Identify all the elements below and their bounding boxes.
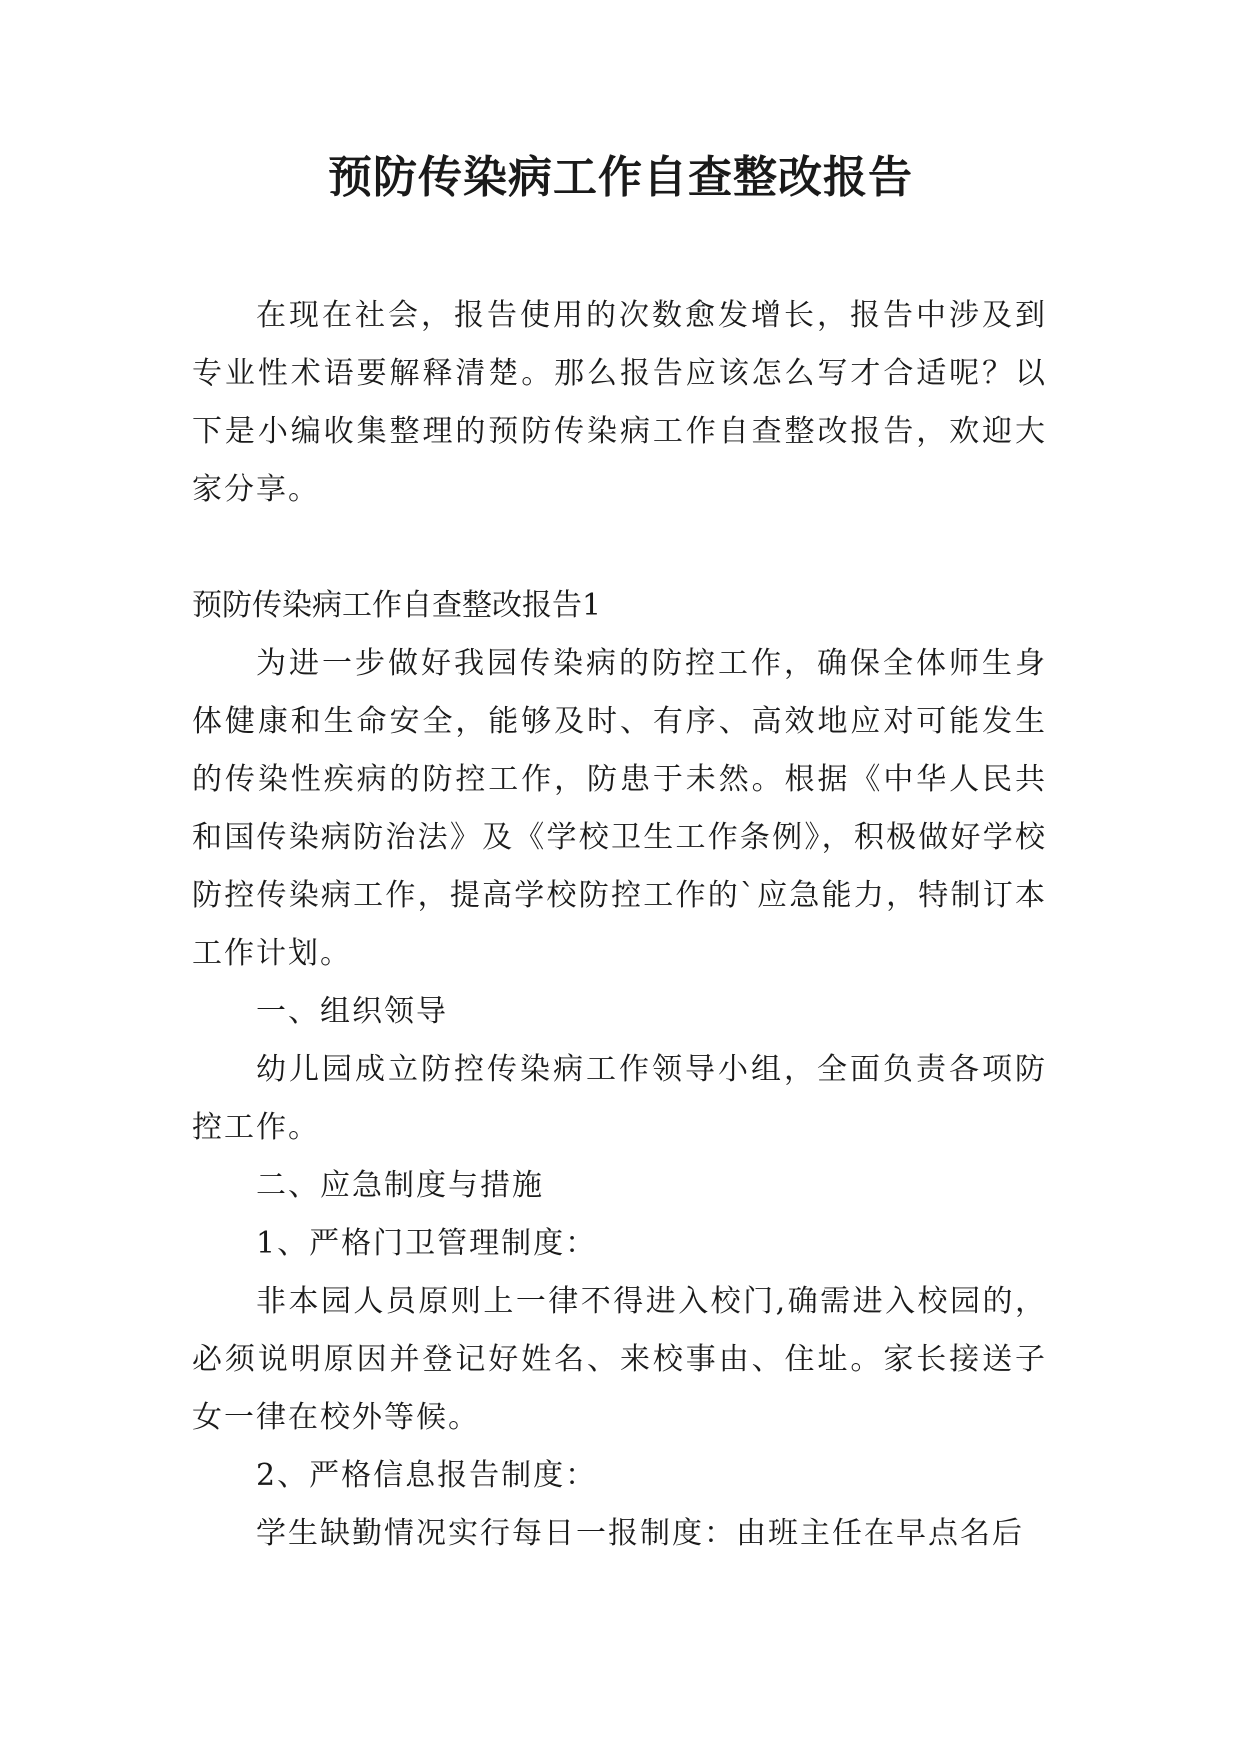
paragraph-spacer [192, 519, 1047, 577]
heading-organization: 一、组织领导 [256, 994, 448, 1029]
document-title: 预防传染病工作自查整改报告 [328, 152, 913, 203]
intro-paragraph: 在现在社会，报告使用的次数愈发增长，报告中涉及到专业性术语要解释清楚。那么报告应该怎么写才合适呢？以下是小编收集整理的预防传染病工作自查整改报告，欢迎大家分享。 [192, 298, 1047, 507]
item-title-1: 1、严格门卫管理制度： [256, 1226, 598, 1261]
document-body [192, 287, 1047, 1563]
body-paragraph-2: 幼儿园成立防控传染病工作领导小组，全面负责各项防控工作。 [192, 1052, 1047, 1145]
item-title-2: 2、严格信息报告制度： [256, 1458, 598, 1493]
heading-emergency: 二、应急制度与措施 [256, 1168, 544, 1203]
body-paragraph-3: 非本园人员原则上一律不得进入校门,确需进入校园的，必须说明原因并登记好姓名、来校事由、住址。家长接送子女一律在校外等候。 [192, 1284, 1047, 1435]
body-paragraph-4: 学生缺勤情况实行每日一报制度：由班主任在早点名后 [256, 1516, 1024, 1551]
body-paragraph-1: 为进一步做好我园传染病的防控工作，确保全体师生身体健康和生命安全，能够及时、有序、高效地应对可能发生的传染性疾病的防控工作，防患于未然。根据《中华人民共和国传染病防治法》及《学校卫生工作条例》，积极做好学校防控传染病工作，提高学校防控工作的`应急能力，特制订本工作计划。 [192, 646, 1047, 971]
section-title: 预防传染病工作自查整改报告1 [192, 588, 602, 623]
